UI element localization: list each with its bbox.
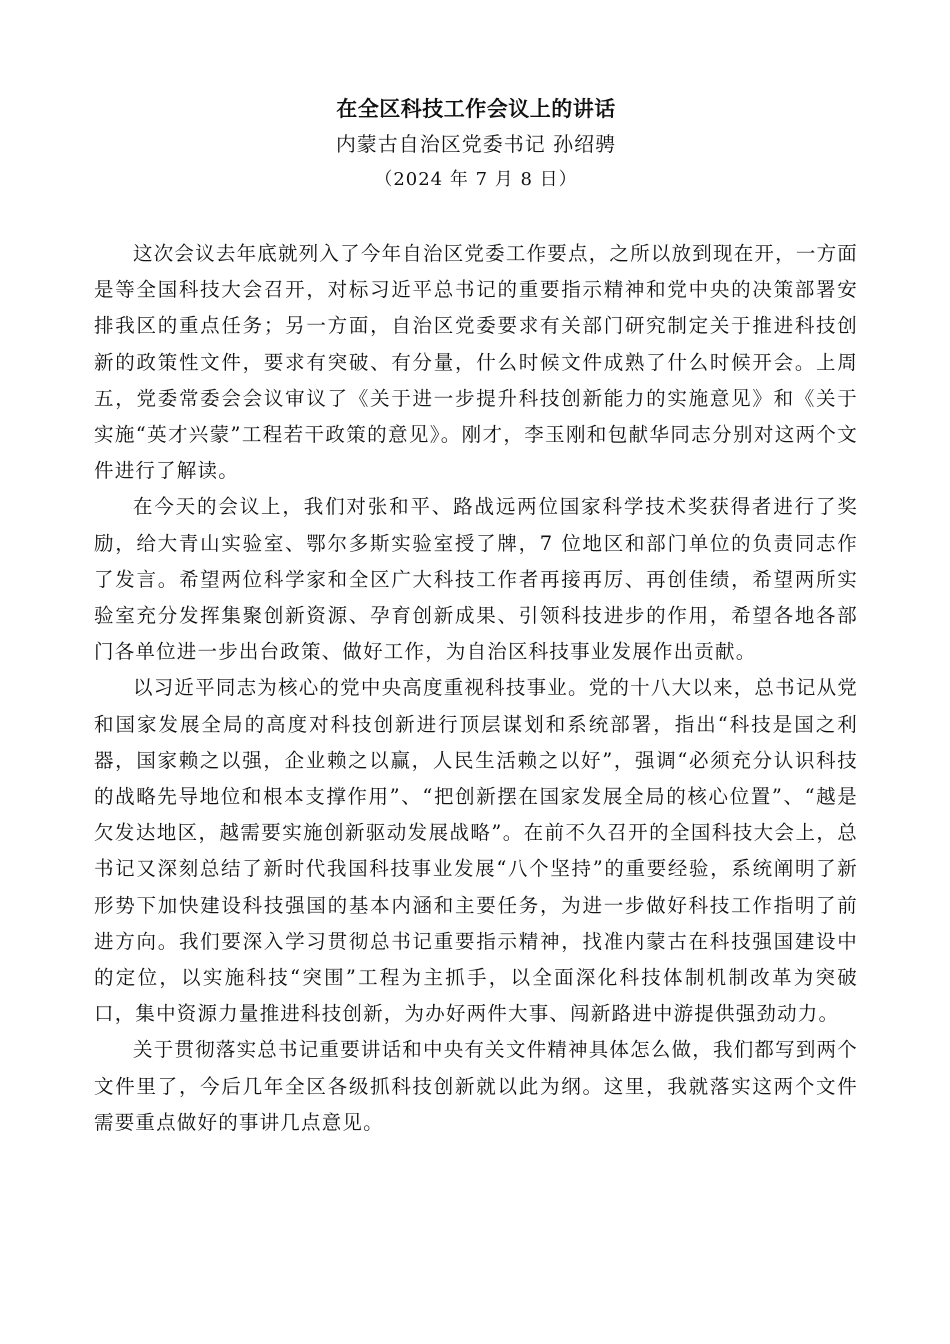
- author-line: 内蒙古自治区党委书记 孙绍骋: [335, 132, 617, 156]
- document-title: 在全区科技工作会议上的讲话: [336, 96, 616, 121]
- paragraph-2: 在今天的会议上，我们对张和平、路战远两位国家科学技术奖获得者进行了奖励，给大青山实验室、鄂尔多斯实验室授了牌，7 位地区和部门单位的负责同志作了发言。希望两位科学家和全区广大科技工作者再接再厉、再创佳绩，希望两所实验室充分发挥集聚创新资源、孕育创新成果、引领科技进步的作用，希望各地各部门各单位进一步出台政策、做好工作，为自治区科技事业发展作出贡献。: [94, 495, 858, 664]
- paragraph-1: 这次会议去年底就列入了今年自治区党委工作要点，之所以放到现在开，一方面是等全国科技大会召开，对标习近平总书记的重要指示精神和党中央的决策部署安排我区的重点任务；另一方面，自治区党委要求有关部门研究制定关于推进科技创新的政策性文件，要求有突破、有分量，什么时候文件成熟了什么时候开会。上周五，党委常委会会议审议了《关于进一步提升科技创新能力的实施意见》和《关于实施“英才兴蒙”工程若干政策的意见》。刚才，李玉刚和包献华同志分别对这两个文件进行了解读。: [94, 242, 858, 483]
- paragraph-4: 关于贯彻落实总书记重要讲话和中央有关文件精神具体怎么做，我们都写到两个文件里了，今后几年全区各级抓科技创新就以此为纲。这里，我就落实这两个文件需要重点做好的事讲几点意见。: [94, 1038, 858, 1134]
- document-page: [94, 92, 858, 1141]
- paragraph-3: 以习近平同志为核心的党中央高度重视科技事业。党的十八大以来，总书记从党和国家发展全局的高度对科技创新进行顶层谋划和系统部署，指出“科技是国之利器，国家赖之以强，企业赖之以赢，人民生活赖之以好”，强调“必须充分认识科技的战略先导地位和根本支撑作用”、“把创新摆在国家发展全局的核心位置”、“越是欠发达地区，越需要实施创新驱动发展战略”。在前不久召开的全国科技大会上，总书记又深刻总结了新时代我国科技事业发展“八个坚持”的重要经验，系统阐明了新形势下加快建设科技强国的基本内涵和主要任务，为进一步做好科技工作指明了前进方向。我们要深入学习贯彻总书记重要指示精神，找准内蒙古在科技强国建设中的定位，以实施科技“突围”工程为主抓手，以全面深化科技体制机制改革为突破口，集中资源力量推进科技创新，为办好两件大事、闯新路进中游提供强劲动力。: [94, 676, 858, 1026]
- document-body: [94, 236, 858, 1141]
- date-line: （2024 年 7 月 8 日）: [374, 169, 578, 190]
